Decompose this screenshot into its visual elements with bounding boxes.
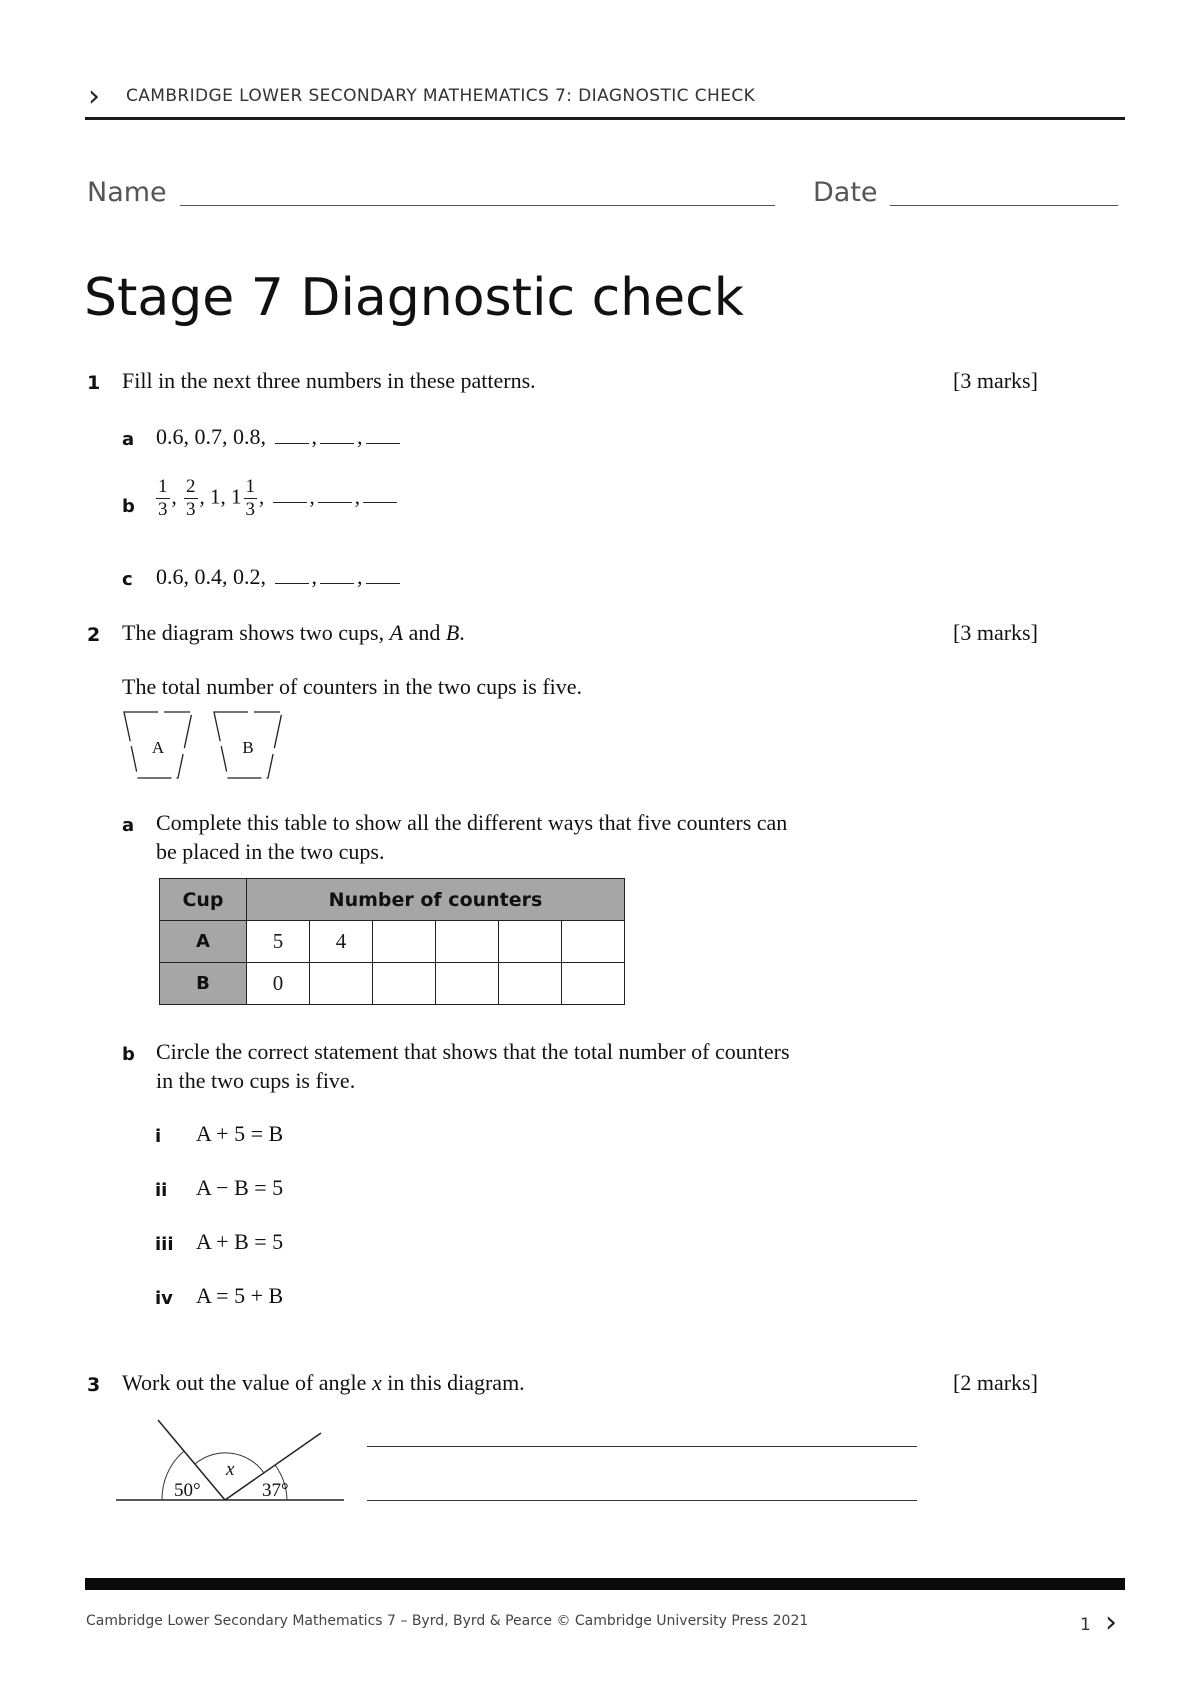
- footer-bar: [85, 1578, 1125, 1590]
- answer-line-2[interactable]: [367, 1500, 917, 1501]
- option-ii-label: ii: [155, 1180, 168, 1201]
- q1c-label: c: [122, 569, 133, 590]
- cell-b-2[interactable]: [310, 963, 373, 1005]
- q2a-text-line2: be placed in the two cups.: [156, 839, 385, 864]
- header-chevron-icon: ›: [88, 79, 100, 114]
- counters-table: [159, 878, 625, 1005]
- q1c-sequence: 0.6, 0.4, 0.2,: [156, 564, 266, 589]
- q1a-blank-3[interactable]: [366, 442, 400, 444]
- option-i-label: i: [155, 1126, 162, 1147]
- angle-diagram: [116, 1412, 346, 1508]
- table-row-b: [160, 963, 625, 1005]
- q1b-pattern: $\frac{1}{3}$ , $\frac{2}{3}$ , 1, 1 $\frac{1}{3}$ , , ,: [154, 476, 400, 521]
- q1a-pattern: 0.6, 0.7, 0.8, , ,: [156, 424, 403, 450]
- name-label: Name: [87, 177, 167, 208]
- angle-x-label: x: [226, 1459, 235, 1480]
- header-rule: [85, 117, 1125, 120]
- q1c-blank-3[interactable]: [366, 582, 400, 584]
- angle-37-label: 37°: [262, 1480, 289, 1501]
- cell-b-3[interactable]: [373, 963, 436, 1005]
- next-page-chevron-icon[interactable]: ›: [1105, 1605, 1117, 1640]
- q2-text: The diagram shows two cups, A and B.: [122, 620, 465, 645]
- q2-text-2: The total number of counters in the two cups is five.: [122, 674, 583, 699]
- q1a-blank-1[interactable]: [275, 442, 309, 444]
- q3-number: 3: [87, 1374, 101, 1396]
- q1b-fraction-2: $\frac{2}{3}$: [186, 476, 196, 520]
- q2-marks: [3 marks]: [953, 620, 1038, 645]
- option-i[interactable]: A + 5 = B: [196, 1121, 284, 1146]
- header-number-of-counters: Number of counters: [247, 879, 625, 921]
- q1b-label: b: [122, 496, 135, 517]
- answer-line-1[interactable]: [367, 1446, 917, 1447]
- running-title: CAMBRIDGE LOWER SECONDARY MATHEMATICS 7: DIAGNOSTIC CHECK: [126, 86, 756, 106]
- table-row-a: [160, 921, 625, 963]
- footer-copyright: Cambridge Lower Secondary Mathematics 7 – Byrd, Byrd & Pearce © Cambridge University Press 2021: [86, 1613, 809, 1629]
- q1a-label: a: [122, 429, 135, 450]
- option-iv[interactable]: A = 5 + B: [196, 1283, 284, 1308]
- cell-b-5[interactable]: [499, 963, 562, 1005]
- page-number: 1: [1080, 1615, 1091, 1635]
- q1-text: Fill in the next three numbers in these patterns.: [122, 368, 536, 393]
- cup-a-label: A: [151, 738, 165, 757]
- q1b-mixed-fraction: $\frac{1}{3}$: [245, 476, 255, 520]
- q2b-text-line2: in the two cups is five.: [156, 1068, 356, 1093]
- cell-b-4[interactable]: [436, 963, 499, 1005]
- q1b-whole: 1,: [210, 484, 226, 509]
- q1b-fraction-1: $\frac{1}{3}$: [158, 476, 168, 520]
- date-label: Date: [813, 177, 878, 208]
- row-label-b: B: [160, 963, 247, 1005]
- name-field[interactable]: [180, 205, 775, 206]
- cell-a-1: 5: [247, 921, 310, 963]
- date-field[interactable]: [890, 205, 1118, 206]
- q1b-blank-1[interactable]: [273, 501, 307, 503]
- q1-number: 1: [87, 372, 101, 394]
- cell-a-6[interactable]: [562, 921, 625, 963]
- q3-text: Work out the value of angle x in this diagram.: [122, 1370, 525, 1395]
- angle-50-label: 50°: [174, 1480, 201, 1501]
- cell-b-1: 0: [247, 963, 310, 1005]
- cell-b-6[interactable]: [562, 963, 625, 1005]
- option-ii[interactable]: A − B = 5: [196, 1175, 284, 1200]
- cell-a-4[interactable]: [436, 921, 499, 963]
- cell-a-2: 4: [310, 921, 373, 963]
- q2a-label: a: [122, 815, 135, 836]
- q3-marks: [2 marks]: [953, 1370, 1038, 1395]
- page-title: Stage 7 Diagnostic check: [84, 268, 744, 328]
- q1c-blank-1[interactable]: [275, 582, 309, 584]
- option-iii[interactable]: A + B = 5: [196, 1229, 284, 1254]
- q1b-blank-2[interactable]: [318, 501, 352, 503]
- cup-b-label: B: [242, 738, 254, 757]
- q2b-label: b: [122, 1044, 135, 1065]
- q1c-blank-2[interactable]: [320, 582, 354, 584]
- q2a-text-line1: Complete this table to show all the different ways that five counters can: [156, 810, 788, 835]
- q1b-blank-3[interactable]: [363, 501, 397, 503]
- option-iv-label: iv: [155, 1288, 173, 1309]
- cell-a-5[interactable]: [499, 921, 562, 963]
- q1a-sequence: 0.6, 0.7, 0.8,: [156, 424, 266, 449]
- option-iii-label: iii: [155, 1234, 174, 1255]
- q1c-pattern: 0.6, 0.4, 0.2, , ,: [156, 564, 403, 590]
- q2b-text-line1: Circle the correct statement that shows that the total number of counters: [156, 1039, 790, 1064]
- cell-a-3[interactable]: [373, 921, 436, 963]
- q2-number: 2: [87, 624, 101, 646]
- cups-diagram: [118, 708, 288, 784]
- row-label-a: A: [160, 921, 247, 963]
- header-cup: Cup: [160, 879, 247, 921]
- q1b-mixed-whole: 1: [231, 484, 242, 509]
- table-header-row: [160, 879, 625, 921]
- q1-marks: [3 marks]: [953, 368, 1038, 393]
- q1a-blank-2[interactable]: [320, 442, 354, 444]
